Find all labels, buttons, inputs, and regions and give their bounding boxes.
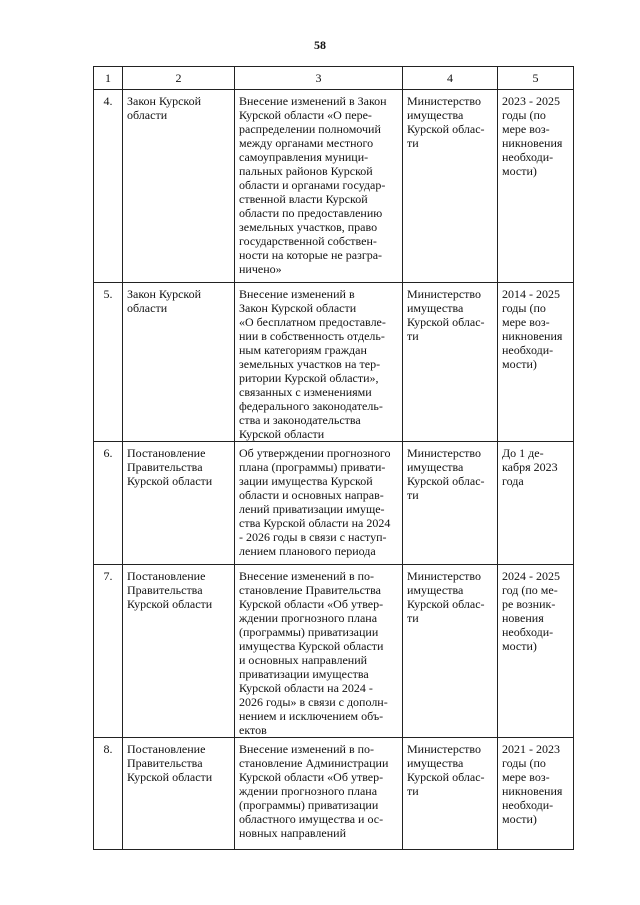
table-row: [94, 90, 574, 283]
document-description: Внесение изменений в по- становление Правительства Курской области «Об утвер- ждении прогнозного плана (программы) приватизации имущества Курской области и основных направлений приватизации имущества Курской области на 2024 - 2026 годы» в связи с дополн- нением и исключением объ- ектов: [235, 565, 403, 738]
deadline: 2023 - 2025 годы (по мере воз- никновения необходи- мости): [498, 90, 574, 283]
document-description: Об утверждении прогнозного плана (программы) привати- зации имущества Курской области и основных направ- лений приватизации имуще- ства Курской области на 2024 - 2026 годы в связи с наступ- лением планового периода: [235, 442, 403, 565]
document-description: Внесение изменений в по- становление Администрации Курской области «Об утвер- ждении прогнозного плана (программы) приватизации областного имущества и ос- новных направлений: [235, 738, 403, 850]
document-type: Закон Курской области: [123, 90, 235, 283]
document-type: Закон Курской области: [123, 283, 235, 442]
row-number: 5.: [94, 283, 123, 442]
header-cell: 3: [235, 67, 403, 90]
deadline: До 1 де- кабря 2023 года: [498, 442, 574, 565]
header-cell: 1: [94, 67, 123, 90]
page-number: 58: [314, 38, 326, 52]
row-number: 7.: [94, 565, 123, 738]
header-cell: 4: [403, 67, 498, 90]
responsible-body: Министерство имущества Курской облас- ти: [403, 738, 498, 850]
document-description: Внесение изменений в Закон Курской области «О пере- распределении полномочий между органами местного самоуправления муници- пальных районов Курской области и органами государ- ственной власти Курской области по предоставлению земельных участков, право государственной собствен- ности на которые не разгра- ничено»: [235, 90, 403, 283]
document-type: Постановление Правительства Курской области: [123, 442, 235, 565]
deadline: 2021 - 2023 годы (по мере воз- никновения необходи- мости): [498, 738, 574, 850]
document-type: Постановление Правительства Курской области: [123, 565, 235, 738]
deadline: 2014 - 2025 годы (по мере воз- никновения необходи- мости): [498, 283, 574, 442]
header-cell: 5: [498, 67, 574, 90]
plan-table: [93, 66, 574, 850]
document-description: Внесение изменений в Закон Курской области «О бесплатном предоставле- нии в собственность отдель- ным категориям граждан земельных участков на тер- ритории Курской области», связанных с изменениями федерального законодатель- ства и законодательства Курской области: [235, 283, 403, 442]
table-row: [94, 283, 574, 442]
table-header-row: [94, 67, 574, 90]
header-cell: 2: [123, 67, 235, 90]
responsible-body: Министерство имущества Курской облас- ти: [403, 442, 498, 565]
table-row: [94, 442, 574, 565]
responsible-body: Министерство имущества Курской облас- ти: [403, 90, 498, 283]
row-number: 8.: [94, 738, 123, 850]
row-number: 4.: [94, 90, 123, 283]
responsible-body: Министерство имущества Курской облас- ти: [403, 565, 498, 738]
responsible-body: Министерство имущества Курской облас- ти: [403, 283, 498, 442]
deadline: 2024 - 2025 год (по ме- ре возник- новения необходи- мости): [498, 565, 574, 738]
table-row: [94, 738, 574, 850]
document-type: Постановление Правительства Курской области: [123, 738, 235, 850]
table-row: [94, 565, 574, 738]
row-number: 6.: [94, 442, 123, 565]
